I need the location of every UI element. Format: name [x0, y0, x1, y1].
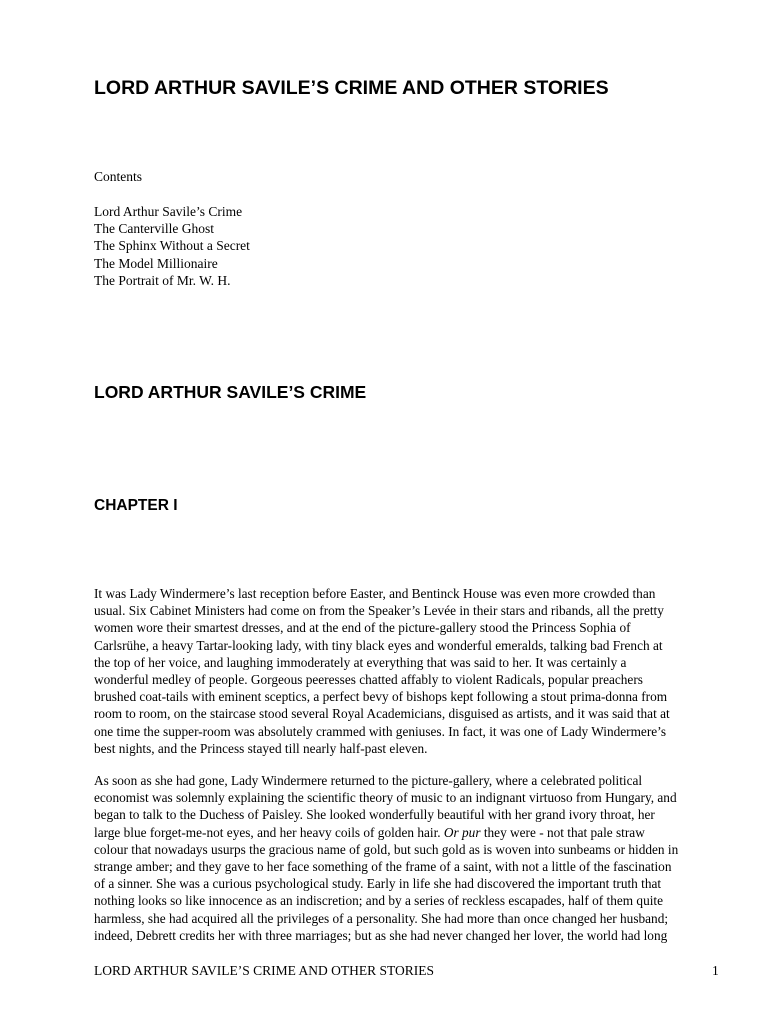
italic-phrase: Or pur [443, 824, 481, 840]
text-line: Carlsrühe, a heavy Tartar-looking lady, with tiny black eyes and wonderful emeralds, talking bad French at [94, 637, 663, 653]
text-line [94, 824, 734, 841]
chapter-title: CHAPTER I [94, 497, 178, 514]
text-line: It was Lady Windermere’s last reception before Easter, and Bentinck House was even more crowded than [94, 586, 656, 601]
text-segment: large blue forget-me-not eyes, and her heavy coils of golden hair. [94, 824, 444, 840]
text-line: began to talk to the Duchess of Paisley. She looked wonderfully beautiful with her grand ivory throat, her [94, 807, 655, 823]
text-line: wonderful medley of people. Gorgeous peeresses chatted affably to violent Radicals, popular preachers [94, 672, 643, 688]
text-line: usual. Six Cabinet Ministers had come on from the Speaker’s Levée in their stars and ribands, all the pretty [94, 603, 664, 619]
toc-item: The Portrait of Mr. W. H. [94, 272, 231, 288]
text-line: nothing looks so like innocence as an indiscretion; and by a series of reckless escapades, half of them quite [94, 893, 664, 909]
text-line: women wore their smartest dresses, and at the end of the picture-gallery stood the Princess Sophia of [94, 620, 631, 636]
text-line: colour that nowadays usurps the gracious name of gold, but such gold as is woven into sunbeams or hidden in [94, 841, 679, 857]
toc-item: The Canterville Ghost [94, 221, 214, 237]
text-segment: they were - not that pale straw [480, 824, 645, 840]
text-line: harmless, she had acquired all the privileges of a personality. She had more than once changed her husband; [94, 910, 669, 926]
toc-item: Lord Arthur Savile’s Crime [94, 204, 243, 219]
text-line: brushed coat-tails with eminent sceptics, a perfect bevy of bishops kept following a stout prima-donna from [94, 689, 668, 705]
text-line: As soon as she had gone, Lady Windermere returned to the picture-gallery, where a celebrated political [94, 773, 643, 788]
toc-item: The Model Millionaire [94, 255, 218, 271]
toc-item: The Sphinx Without a Secret [94, 238, 250, 254]
text-line: indeed, Debrett credits her with three marriages; but as she had never changed her lover, the world had long [94, 927, 668, 943]
text-line: strange amber; and they gave to her face something of the frame of a saint, with not a little of the fascination [94, 859, 672, 875]
text-line: economist was solemnly explaining the scientific theory of music to an indignant virtuoso from Hungary, and [94, 790, 677, 806]
paragraph-2 [94, 772, 734, 944]
text-line: best nights, and the Princess stayed till nearly half-past eleven. [94, 740, 428, 756]
text-line: the top of her voice, and laughing immoderately at everything that was said to her. It was certainly a [94, 654, 627, 670]
table-of-contents [94, 203, 250, 289]
contents-heading: Contents [94, 169, 143, 184]
text-line: of a sinner. She was a curious psychological study. Early in life she had discovered the important truth that [94, 876, 662, 892]
text-line: one time the supper-room was absolutely crammed with geniuses. In fact, it was one of Lady Windermere’s [94, 723, 667, 739]
paragraph-1 [94, 585, 734, 757]
book-title: LORD ARTHUR SAVILE’S CRIME AND OTHER STORIES [94, 77, 609, 99]
page-number: 1 [712, 963, 719, 978]
footer-title: LORD ARTHUR SAVILE’S CRIME AND OTHER STORIES [94, 963, 434, 978]
story-title: LORD ARTHUR SAVILE’S CRIME [94, 382, 367, 402]
text-line: room to room, on the staircase stood several Royal Academicians, disguised as artists, and it was said that at [94, 706, 670, 722]
